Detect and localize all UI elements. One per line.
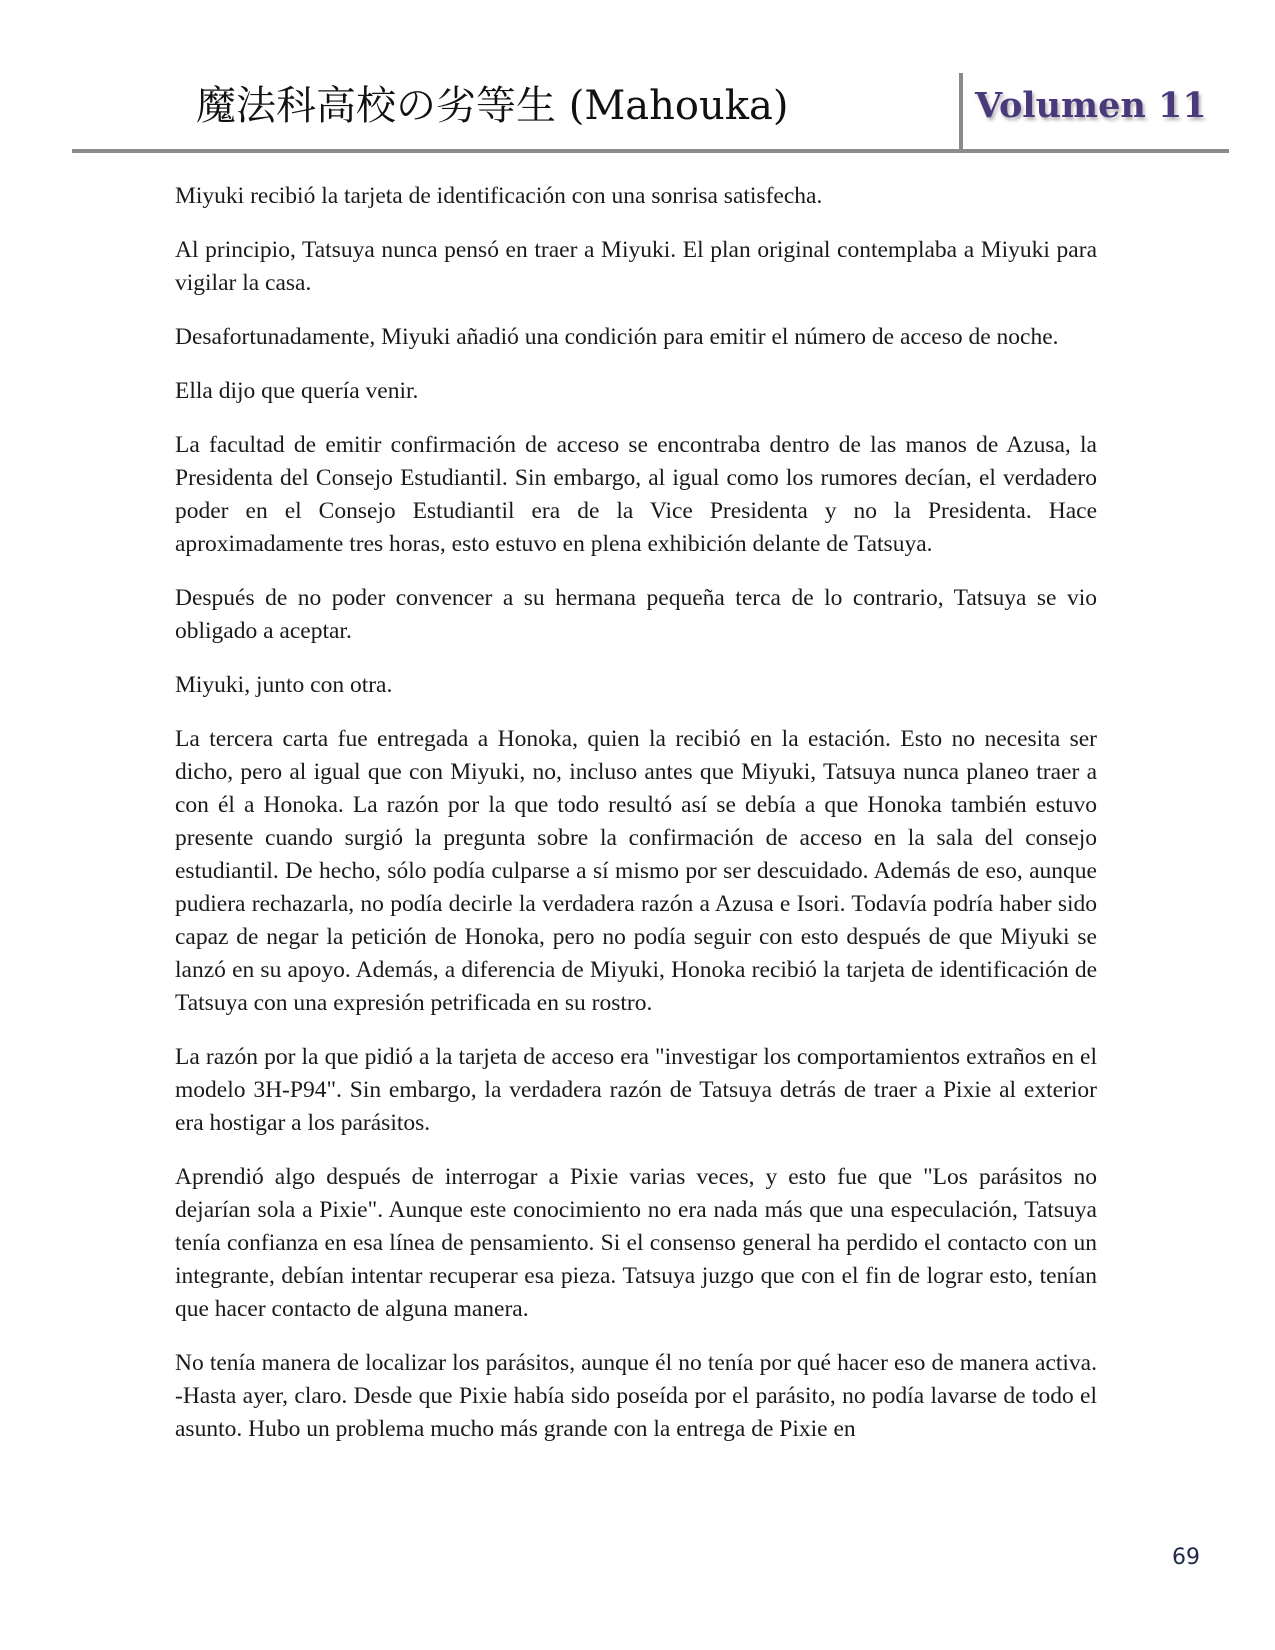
paragraph: Miyuki recibió la tarjeta de identificación con una sonrisa satisfecha. <box>175 183 823 209</box>
volume-label: Volumen 11 <box>975 85 1207 126</box>
header-rule <box>72 149 1229 153</box>
book-title: 魔法科高校の劣等生 (Mahouka) <box>196 83 789 129</box>
page-number: 69 <box>1172 1545 1200 1570</box>
paragraph: Miyuki, junto con otra. <box>175 672 393 698</box>
page-body <box>175 180 1097 1467</box>
paragraph: La razón por la que pidió a la tarjeta de acceso era "investigar los comportamientos extraños en el modelo 3H-P94". Sin embargo, la verdadera razón de Tatsuya detrás de traer a Pixie al exterior era hostigar a los parásitos. <box>175 1044 1097 1136</box>
paragraph: Ella dijo que quería venir. <box>175 378 419 404</box>
paragraph: La facultad de emitir confirmación de acceso se encontraba dentro de las manos de Azusa, la Presidenta del Consejo Estudiantil. Sin embargo, al igual como los rumores decían, el verdadero poder en el Consejo Estudiantil era de la Vice Presidenta y no la Presidenta. Hace aproximadamente tres horas, esto estuvo en plena exhibición delante de Tatsuya. <box>175 432 1097 557</box>
header-divider <box>959 73 963 153</box>
paragraph: Aprendió algo después de interrogar a Pixie varias veces, y esto fue que "Los parásitos no dejarían sola a Pixie". Aunque este conocimiento no era nada más que una especulación, Tatsuya tenía confianza en esa línea de pensamiento. Si el consenso general ha perdido el contacto con un integrante, debían intentar recuperar esa pieza. Tatsuya juzgo que con el fin de lograr esto, tenían que hacer contacto de alguna manera. <box>175 1164 1097 1322</box>
paragraph: No tenía manera de localizar los parásitos, aunque él no tenía por qué hacer eso de manera activa. -Hasta ayer, claro. Desde que Pixie había sido poseída por el parásito, no podía lavarse de todo el asunto. Hubo un problema mucho más grande con la entrega de Pixie en <box>175 1350 1097 1442</box>
paragraph: Desafortunadamente, Miyuki añadió una condición para emitir el número de acceso de noche. <box>175 324 1059 350</box>
paragraph: La tercera carta fue entregada a Honoka, quien la recibió en la estación. Esto no necesita ser dicho, pero al igual que con Miyuki, no, incluso antes que Miyuki, Tatsuya nunca planeo traer a con él a Honoka. La razón por la que todo resultó así se debía a que Honoka también estuvo presente cuando surgió la pregunta sobre la confirmación de acceso en la sala del consejo estudiantil. De hecho, sólo podía culparse a sí mismo por ser descuidado. Además de eso, aunque pudiera rechazarla, no podía decirle la verdadera razón a Azusa e Isori. Todavía podría haber sido capaz de negar la petición de Honoka, pero no podía seguir con esto después de que Miyuki se lanzó en su apoyo. Además, a diferencia de Miyuki, Honoka recibió la tarjeta de identificación de Tatsuya con una expresión petrificada en su rostro. <box>175 726 1097 1016</box>
page-header <box>72 70 1229 152</box>
paragraph: Después de no poder convencer a su hermana pequeña terca de lo contrario, Tatsuya se vio obligado a aceptar. <box>175 585 1097 644</box>
paragraph: Al principio, Tatsuya nunca pensó en traer a Miyuki. El plan original contemplaba a Miyuki para vigilar la casa. <box>175 237 1097 296</box>
